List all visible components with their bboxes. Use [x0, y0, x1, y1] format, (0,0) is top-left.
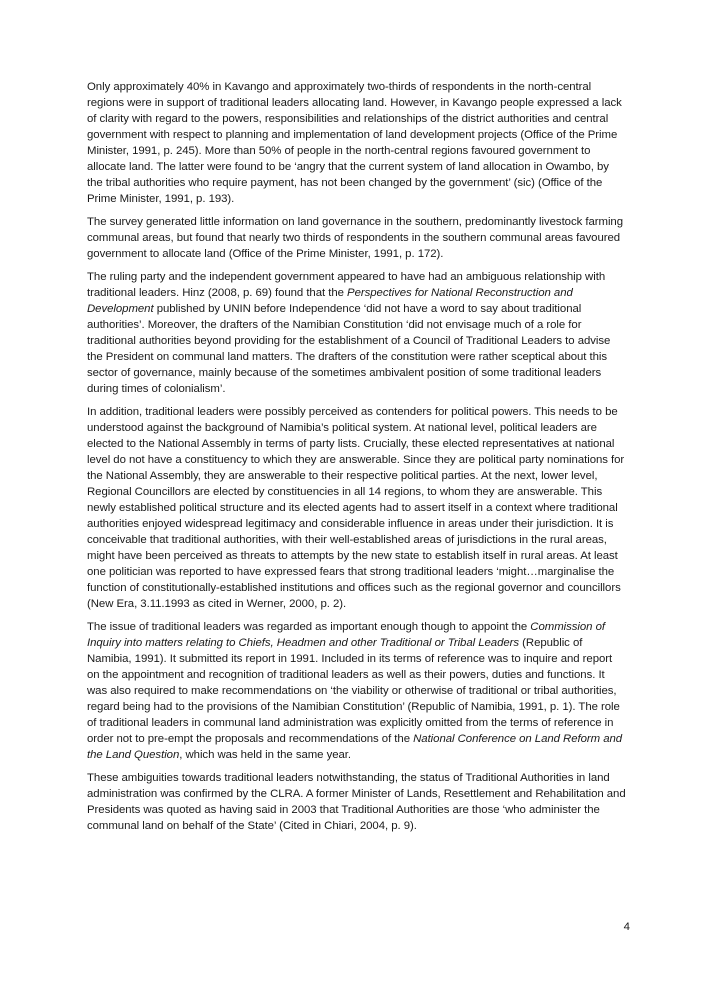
paragraph-4-text: In addition, traditional leaders were possibly perceived as contenders for political powers. This needs to be understood against the background of Namibia’s political system. At national level, political leaders are elected to the National Assembly in terms of party lists. Crucially, these elected representatives at national level do not have a constituency to which they are answerable. Since they are political party nominations for the National Assembly, they are answerable to their respective political parties. At the next, lower level, Regional Councillors are elected by constituencies in all 14 regions, to whom they are answerable. This newly established political structure and its elected agents had to assert itself in a context where traditional authorities enjoyed widespread legitimacy and considerable influence in areas under their jurisdiction. It is conceivable that traditional authorities, with their well-established areas of jurisdictions in the rural areas, might have been perceived as threats to attempts by the new state to establish itself in rural areas. At least one politician was reported to have expressed fears that strong traditional leaders ‘might…marginalise the function of constitutionally-established institutions and offices such as the regional governor and councillors (New Era, 3.11.1993 as cited in Werner, 2000, p. 2). — [87, 406, 625, 610]
paragraph-5-italic-commission: Commission of Inquiry into matters relating to Chiefs, Headmen and other Traditional or Tribal Leaders — [87, 621, 605, 649]
paragraph-3-text-a: The ruling party and the independent government appeared to have had an ambiguous relationship with traditional leaders. Hinz (2008, p. 69) found that the — [87, 271, 606, 299]
paragraph-2-text: The survey generated little information on land governance in the southern, predominantly livestock farming communal areas, but found that nearly two thirds of respondents in the southern communal areas favoured government to allocate land (Office of the Prime Minister, 1991, p. 172). — [87, 216, 624, 260]
paragraph-3-text-b: published by UNIN before Independence ‘did not have a word to say about traditional authorities’. Moreover, the drafters of the Namibian Constitution ‘did not envisage much of a role for traditional authorities beyond providing for the establishment of a Council of Traditional Leaders to advise the President on communal land matters. The drafters of the constitution were rather sceptical about this sector of governance, mainly because of the sometimes ambivalent position of some traditional leaders during times of colonialism’. — [87, 303, 611, 395]
paragraph-5-text-a: The issue of traditional leaders was regarded as important enough though to appoint the — [87, 621, 531, 633]
paragraph-5-italic-conference: National Conference on Land Reform and the Land Question — [87, 733, 623, 761]
paragraph-6-text: These ambiguities towards traditional leaders notwithstanding, the status of Traditional Authorities in land administration was confirmed by the CLRA. A former Minister of Lands, Resettlement and Rehabilitation and Presidents was quoted as having said in 2003 that Traditional Authorities are those ‘who administer the communal land on behalf of the State’ (Cited in Chiari, 2004, p. 9). — [87, 772, 626, 832]
paragraph-1-text: Only approximately 40% in Kavango and approximately two-thirds of respondents in the north-central regions were in support of traditional leaders allocating land. However, in Kavango people expressed a lack of clarity with regard to the powers, responsibilities and relationships of the district authorities and central government with respect to planning and implementation of land development projects (Office of the Prime Minister, 1991, p. 245). More than 50% of people in the north-central regions favoured government to allocate land. The latter were found to be ‘angry that the current system of land allocation in Owambo, by the tribal authorities who require payment, has not been changed by the government’ (sic) (Office of the Prime Minister, 1991, p. 193). — [87, 81, 622, 205]
page-number: 4 — [623, 921, 630, 933]
paragraph-5 — [87, 619, 627, 763]
document-page — [87, 79, 627, 841]
paragraph-5-text-b: (Republic of Namibia, 1991). It submitted its report in 1991. Included in its terms of reference was to inquire and report on the appointment and recognition of traditional leaders as well as their powers, duties and functions. It was also required to make recommendations on ‘the viability or otherwise of traditional or tribal authorities, regard being had to the provisions of the Namibian Constitution’ (Republic of Namibia, 1991, p. 1). The role of traditional leaders in communal land administration was explicitly omitted from the terms of reference in order not to pre-empt the proposals and recommendations of the — [87, 637, 620, 745]
paragraph-5-text-c: , which was held in the same year. — [179, 749, 352, 761]
paragraph-3-italic-title: Perspectives for National Reconstruction and Development — [87, 287, 573, 315]
paragraph-6 — [87, 770, 627, 834]
paragraph-4 — [87, 404, 627, 612]
paragraph-1 — [87, 79, 627, 207]
paragraph-3 — [87, 269, 627, 397]
paragraph-2 — [87, 214, 627, 262]
